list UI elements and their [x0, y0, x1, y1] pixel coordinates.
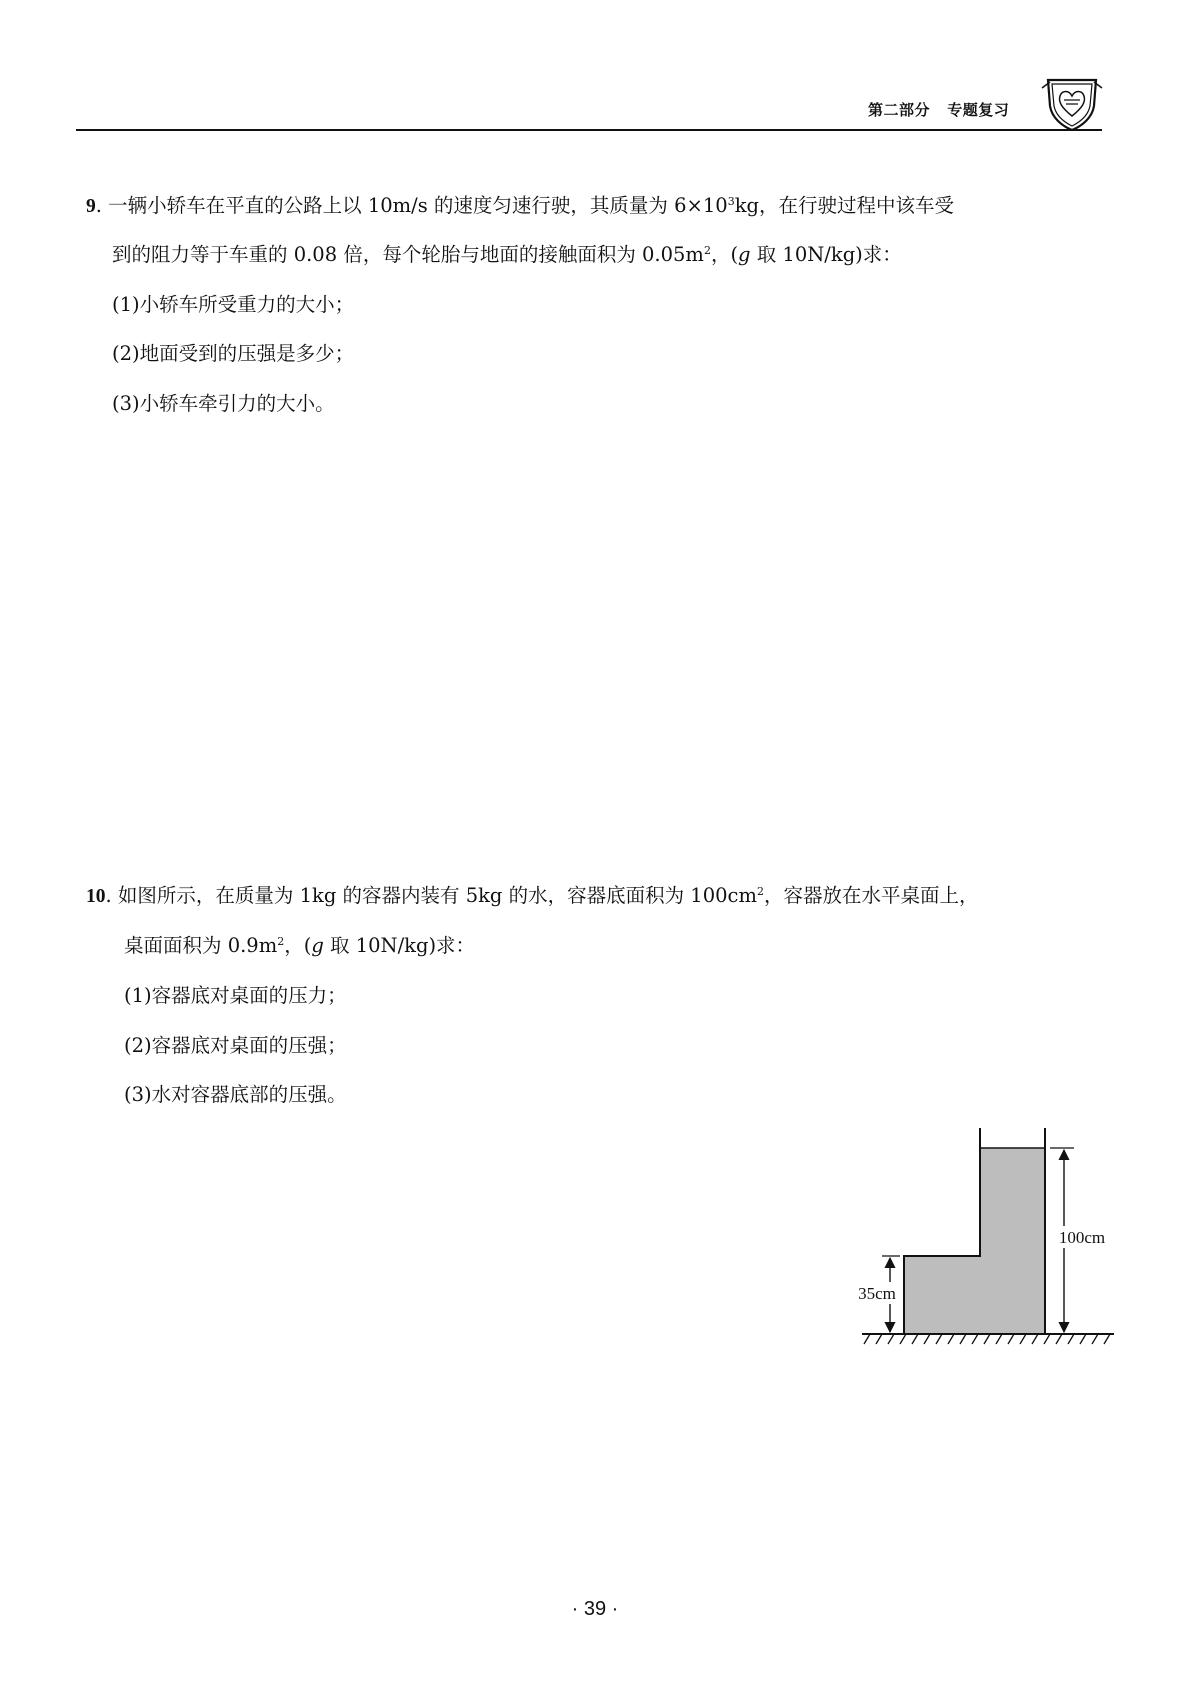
q9-sub3: (3)小轿车牵引力的大小。	[112, 392, 335, 415]
q10-sub3: (3)水对容器底部的压强。	[124, 1083, 347, 1106]
q10-sub2: (2)容器底对桌面的压强；	[124, 1034, 347, 1057]
q10-line2: 桌面面积为 $0.9m^2$，(g 取 10N/kg)求：	[124, 934, 476, 957]
page-number: · 39 ·	[571, 1598, 619, 1620]
q9-sub1: (1)小轿车所受重力的大小；	[112, 293, 355, 316]
running-header	[868, 99, 1009, 120]
q9-line1: 9. 一辆小轿车在平直的公路上以 10m/s 的速度匀速行驶，其质量为 $6\times 10^3kg$，在行驶过程中该车受	[86, 194, 954, 217]
q9-number: 9	[86, 196, 96, 217]
container-figure	[852, 1118, 1122, 1356]
q10-line1: 10. 如图所示，在质量为 1kg 的容器内装有 5kg 的水，容器底面积为 $100cm^2$，容器放在水平桌面上，	[86, 884, 979, 907]
ground-hatching	[864, 1334, 1110, 1344]
q10-number: 10	[86, 886, 106, 907]
header-section: 第二部分	[868, 101, 931, 119]
water-body	[904, 1148, 1045, 1334]
header-topic: 专题复习	[947, 101, 1010, 119]
label-100cm: 100cm	[1058, 1228, 1106, 1247]
q9-line2: 到的阻力等于车重的 0.08 倍，每个轮胎与地面的接触面积为 $0.05m^2$，(g 取 10N/kg)求：	[112, 243, 902, 266]
label-35cm: 35cm	[858, 1284, 896, 1303]
school-emblem-icon	[1040, 70, 1104, 134]
q10-sub1: (1)容器底对桌面的压力；	[124, 984, 347, 1007]
q9-sub2: (2)地面受到的压强是多少；	[112, 342, 355, 365]
header-rule	[76, 129, 1102, 131]
